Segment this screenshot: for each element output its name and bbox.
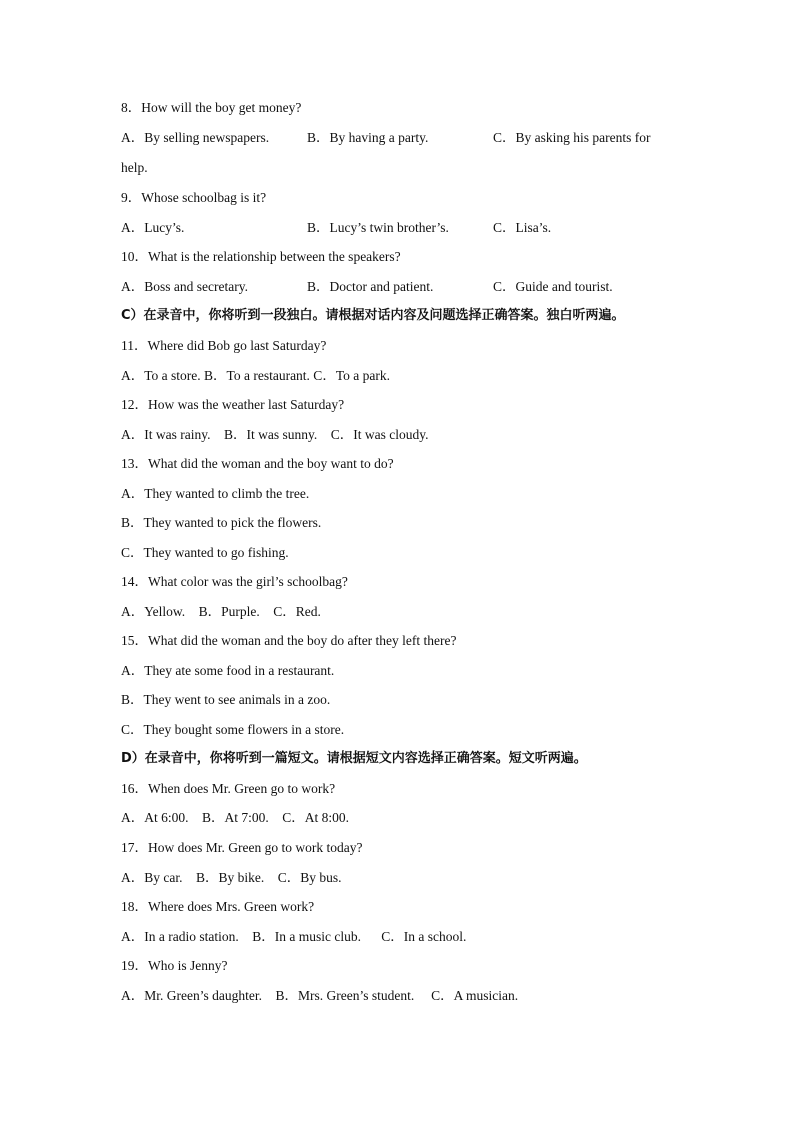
section-d-heading: D）在录音中，你将听到一篇短文。请根据短文内容选择正确答案。短文听两遍。: [121, 751, 587, 766]
option-b: B．By having a party.: [307, 130, 429, 145]
option-c: C．By asking his parents for: [493, 130, 651, 145]
question-12: 12．How was the weather last Saturday?: [121, 397, 345, 412]
question-15-option-c: C．They bought some flowers in a store.: [121, 722, 345, 737]
question-11: 11．Where did Bob go last Saturday?: [121, 338, 327, 353]
question-13-option-c: C．They wanted to go fishing.: [121, 545, 289, 560]
question-15-option-b: B．They went to see animals in a zoo.: [121, 692, 331, 707]
question-18: 18．Where does Mrs. Green work?: [121, 899, 315, 914]
question-18-options: A．In a radio station. B．In a music club. C．In a school.: [121, 929, 467, 944]
section-c-heading: C）在录音中，你将听到一段独白。请根据对话内容及问题选择正确答案。独白听两遍。: [121, 308, 625, 323]
question-9: 9．Whose schoolbag is it?: [121, 190, 267, 205]
question-15: 15．What did the woman and the boy do after they left there?: [121, 633, 457, 648]
question-19-options: A．Mr. Green’s daughter. B．Mrs. Green’s student. C．A musician.: [121, 988, 519, 1003]
option-a: A．Lucy’s.: [121, 220, 185, 235]
question-13-option-b: B．They wanted to pick the flowers.: [121, 515, 322, 530]
option-c: C．Guide and tourist.: [493, 279, 613, 294]
option-a: A．By selling newspapers.: [121, 130, 270, 145]
question-12-options: A．It was rainy. B．It was sunny. C．It was cloudy.: [121, 427, 429, 442]
question-16-options: A．At 6:00. B．At 7:00. C．At 8:00.: [121, 810, 350, 825]
question-17-options: A．By car. B．By bike. C．By bus.: [121, 870, 342, 885]
option-c-continuation: help.: [121, 160, 148, 175]
option-b: B．Lucy’s twin brother’s.: [307, 220, 449, 235]
question-13-option-a: A．They wanted to climb the tree.: [121, 486, 310, 501]
option-c: C．Lisa’s.: [493, 220, 552, 235]
question-19: 19．Who is Jenny?: [121, 958, 228, 973]
question-10: 10．What is the relationship between the speakers?: [121, 249, 401, 264]
question-11-options: A．To a store. B．To a restaurant. C．To a park.: [121, 368, 390, 383]
question-17: 17．How does Mr. Green go to work today?: [121, 840, 363, 855]
question-14: 14．What color was the girl’s schoolbag?: [121, 574, 348, 589]
question-15-option-a: A．They ate some food in a restaurant.: [121, 663, 335, 678]
question-16: 16．When does Mr. Green go to work?: [121, 781, 336, 796]
option-b: B．Doctor and patient.: [307, 279, 434, 294]
question-13: 13．What did the woman and the boy want to do?: [121, 456, 394, 471]
option-a: A．Boss and secretary.: [121, 279, 248, 294]
question-8: 8．How will the boy get money?: [121, 100, 302, 115]
question-14-options: A．Yellow. B．Purple. C．Red.: [121, 604, 321, 619]
